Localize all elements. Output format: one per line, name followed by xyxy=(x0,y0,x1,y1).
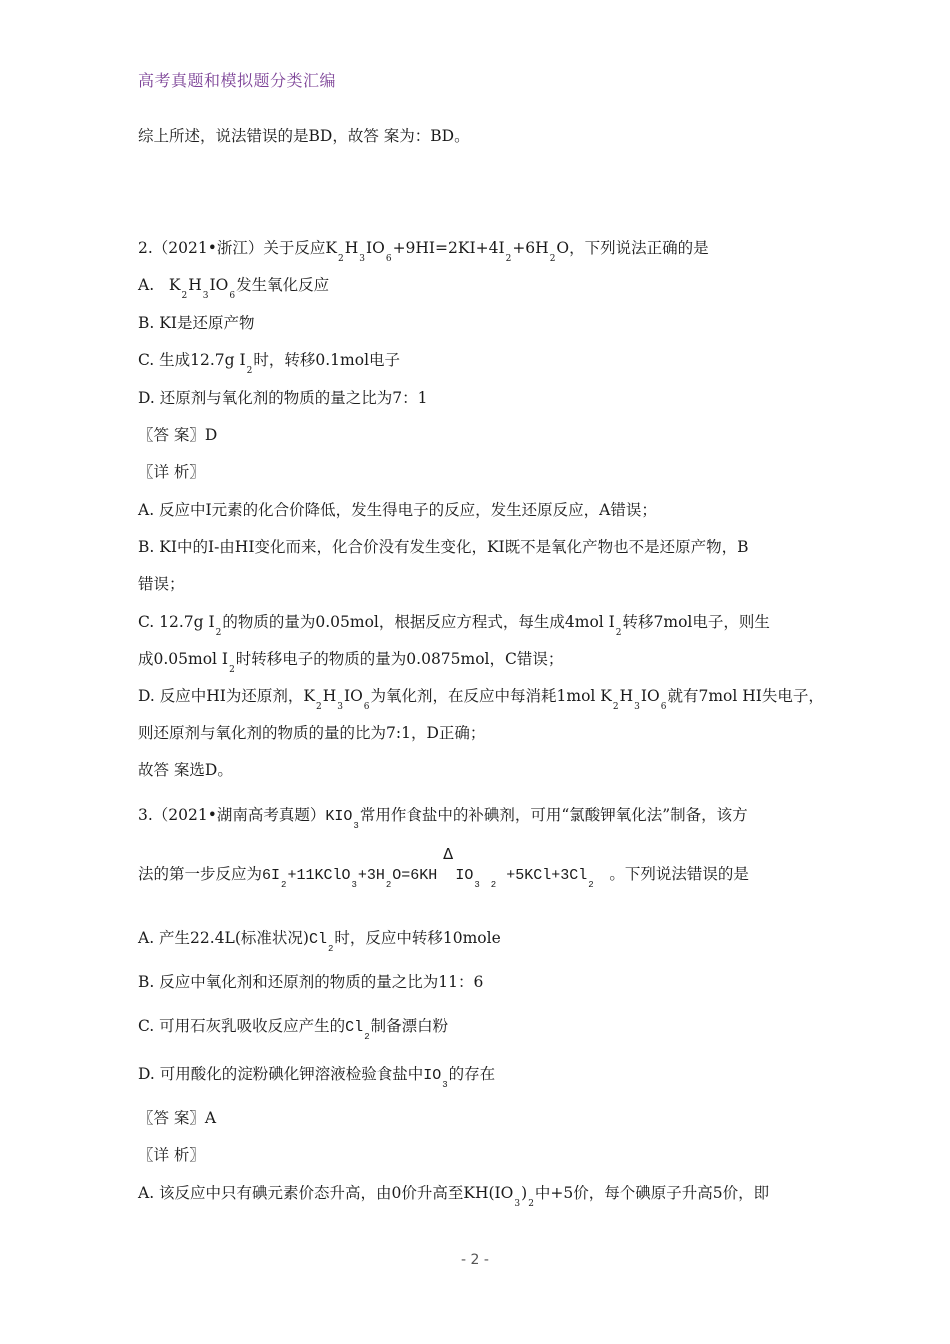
q3-option-b: B. 反应中氧化剂和还原剂的物质的量之比为11：6 xyxy=(138,973,484,991)
header-title: 高考真题和模拟题分类汇编 xyxy=(138,71,337,90)
q3-kio3-formula: $KIO_3$ xyxy=(325,808,359,831)
q3-equation: $6I_2+11KClO_3+3H_2O=6KH$ $IO_3$ $_2 +5KCl+3Cl_2$ xyxy=(262,867,594,890)
q3-stem-line2: 法的第一步反应为$6I_2+11KClO_3+3H_2O=6KH$ $IO_3$ $_2 +5KCl+3Cl_2$ 。下列说法错误的是 xyxy=(138,865,749,890)
q2-option-b: B. KI是还原产物 xyxy=(138,314,255,332)
q2-option-c: C. 生成12.7g $I_2$时，转移0.1mol电子 xyxy=(138,351,401,376)
q2-explanation-b: B. KI中的I-由HI变化而来，化合价没有发生变化，KI既不是氧化产物也不是还原产物，B xyxy=(138,538,749,556)
q2-stem xyxy=(138,238,709,269)
heat-delta-symbol: Δ xyxy=(443,845,454,863)
q2-equation: $K_2H_3IO_6+9HI=2KI+4I_2+6H_2O$，下列说法正确的是 xyxy=(325,239,709,264)
q2-explanation-d-cont: 则还原剂与氧化剂的物质的量的比为7:1，D正确； xyxy=(138,724,486,742)
q3-stem-line1: 3.（2021•湖南高考真题）$KIO_3$常用作食盐中的补碘剂，可用“氯酸钾氧化法”制备，该方 xyxy=(138,806,748,831)
q3-option-a: A. 产生22.4L(标准状况)$Cl_2$时，反应中转移10mole xyxy=(138,929,501,954)
q3-answer: 〖答 案〗A xyxy=(138,1109,217,1127)
q2-explanation-c-cont: 成0.05mol $I_2$时转移电子的物质的量为0.0875mol，C错误； xyxy=(138,650,564,675)
q2-option-a-formula: $K_2H_3IO_6$ xyxy=(168,276,236,301)
summary-line: 综上所述，说法错误的是BD，故答 案为：BD。 xyxy=(138,127,470,145)
q2-analysis-label: 〖详 析〗 xyxy=(138,463,205,481)
q2-answer: 〖答 案〗D xyxy=(138,426,218,444)
q3-option-c: C. 可用石灰乳吸收反应产生的$Cl_2$制备漂白粉 xyxy=(138,1017,449,1042)
q2-explanation-c: C. 12.7g $I_2$的物质的量为0.05mol，根据反应方程式，每生成4mol $I_2$转移7mol电子，则生 xyxy=(138,613,770,638)
q2-explanation-b-cont: 错误； xyxy=(138,575,185,593)
q2-stem-prefix: 2.（2021•浙江）关于反应 xyxy=(138,239,326,257)
q2-conclusion: 故答 案选D。 xyxy=(138,761,233,779)
page-number: - 2 - xyxy=(461,1252,489,1268)
q3-explanation-a: A. 该反应中只有碘元素价态升高，由0价升高至$KH(IO_3)_2$中+5价，每个碘原子升高5价，即 xyxy=(138,1184,770,1209)
q2-option-d: D. 还原剂与氧化剂的物质的量之比为7：1 xyxy=(138,389,428,407)
q3-analysis-label: 〖详 析〗 xyxy=(138,1146,205,1164)
q2-explanation-a: A. 反应中I元素的化合价降低，发生得电子的反应，发生还原反应，A错误； xyxy=(138,501,657,519)
q2-option-a: A. $K_2H_3IO_6$发生氧化反应 xyxy=(138,276,330,301)
q3-option-d: D. 可用酸化的淀粉碘化钾溶液检验食盐中$IO_3$的存在 xyxy=(138,1065,496,1090)
q2-explanation-d: D. 反应中HI为还原剂，$K_2H_3IO_6$为氧化剂，在反应中每消耗1mol $K_2H_3IO_6$就有7mol HI失电子， xyxy=(138,687,824,712)
